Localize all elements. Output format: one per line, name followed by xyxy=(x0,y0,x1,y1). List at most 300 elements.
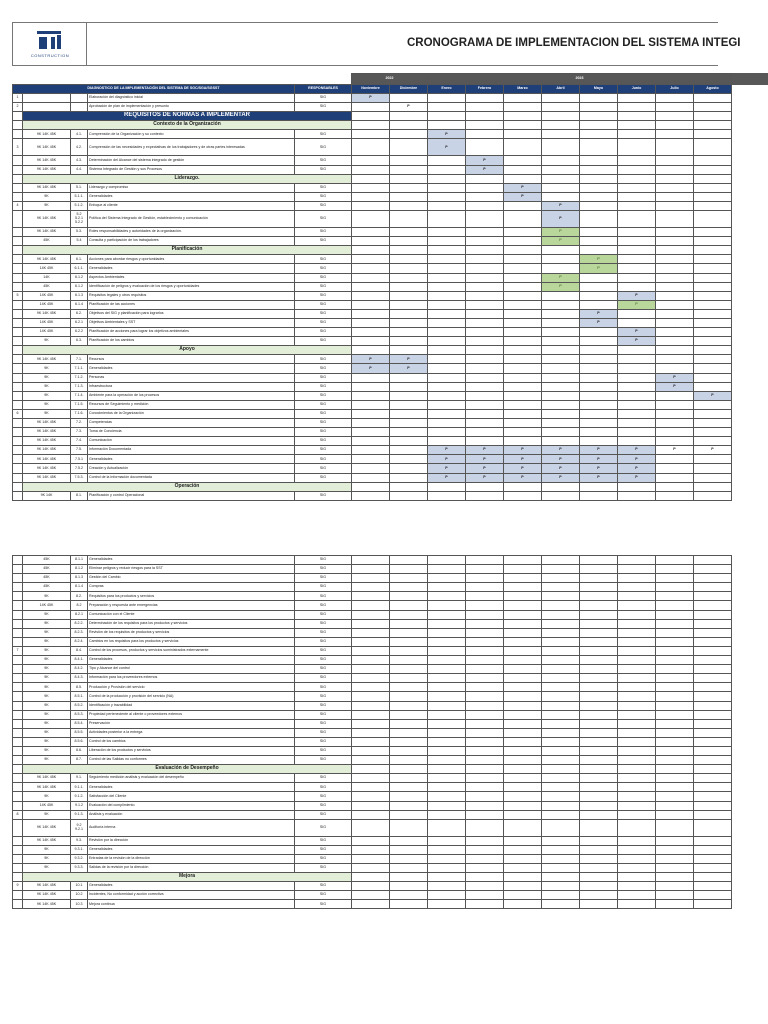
standards-cell: 9K xyxy=(23,646,71,655)
schedule-cell xyxy=(390,139,428,156)
responsible-cell: SIG xyxy=(295,565,352,574)
schedule-cell xyxy=(694,309,732,318)
schedule-cell xyxy=(352,556,390,565)
standards-cell: 14K 45K xyxy=(23,328,71,337)
schedule-cell xyxy=(580,882,618,891)
table-row xyxy=(13,255,732,264)
page-title: CRONOGRAMA DE IMPLEMENTACION DEL SISTEMA INTEGI xyxy=(407,37,741,49)
responsible-cell: SIG xyxy=(295,737,352,746)
responsible-cell: SIG xyxy=(295,400,352,409)
schedule-cell xyxy=(618,364,656,373)
schedule-cell xyxy=(618,845,656,854)
schedule-cell xyxy=(542,674,580,683)
schedule-cell xyxy=(618,183,656,192)
responsible-cell: SIG xyxy=(295,583,352,592)
standards-cell: 9K xyxy=(23,337,71,346)
clause-cell: 8.1.4 xyxy=(71,583,88,592)
schedule-cell xyxy=(580,592,618,601)
schedule-cell xyxy=(542,94,580,103)
schedule-cell xyxy=(352,665,390,674)
row-number xyxy=(13,864,23,873)
table-row xyxy=(13,637,732,646)
table-row xyxy=(13,792,732,801)
schedule-cell xyxy=(466,373,504,382)
plan-mark: P xyxy=(656,446,694,455)
schedule-cell xyxy=(580,556,618,565)
section-title: Liderazgo. xyxy=(23,174,352,183)
schedule-cell xyxy=(466,382,504,391)
responsible-cell: SIG xyxy=(295,864,352,873)
schedule-cell xyxy=(390,130,428,139)
responsible-cell: SIG xyxy=(295,291,352,300)
clause-cell: 4.4. xyxy=(71,165,88,174)
standards-cell: 9K 14K 45K xyxy=(23,130,71,139)
schedule-cell xyxy=(580,192,618,201)
row-number xyxy=(13,400,23,409)
schedule-cell xyxy=(466,409,504,418)
schedule-cell xyxy=(580,291,618,300)
schedule-cell xyxy=(694,482,732,491)
schedule-cell xyxy=(390,574,428,583)
schedule-cell xyxy=(504,692,542,701)
plan-mark: P xyxy=(352,364,390,373)
standards-cell: 14K 45K xyxy=(23,291,71,300)
schedule-cell xyxy=(390,156,428,165)
plan-mark: P xyxy=(542,228,580,237)
schedule-cell xyxy=(466,94,504,103)
clause-cell: 7.1.1. xyxy=(71,364,88,373)
activity-cell: Generalidades xyxy=(88,656,295,665)
schedule-cell xyxy=(352,592,390,601)
schedule-cell xyxy=(352,103,390,112)
schedule-cell xyxy=(656,255,694,264)
schedule-cell xyxy=(656,291,694,300)
schedule-cell xyxy=(504,94,542,103)
row-number xyxy=(13,355,23,364)
clause-cell: 9.1.2 xyxy=(71,801,88,810)
schedule-cell xyxy=(352,246,390,255)
schedule-cell xyxy=(542,774,580,783)
plan-mark: P xyxy=(580,255,618,264)
row-number xyxy=(13,692,23,701)
standards-cell: 9K xyxy=(23,628,71,637)
schedule-cell xyxy=(428,900,466,909)
schedule-cell xyxy=(656,183,694,192)
schedule-cell xyxy=(352,282,390,291)
schedule-cell xyxy=(542,130,580,139)
schedule-cell xyxy=(580,174,618,183)
section-title: Mejora xyxy=(23,873,352,882)
schedule-cell xyxy=(656,174,694,183)
schedule-cell xyxy=(352,692,390,701)
responsible-cell: SIG xyxy=(295,211,352,228)
clause-cell: 9.3.2. xyxy=(71,854,88,863)
section-row xyxy=(13,246,732,255)
responsible-cell: SIG xyxy=(295,273,352,282)
schedule-cell xyxy=(542,391,580,400)
schedule-cell xyxy=(466,121,504,130)
clause-cell: 6.1.4 xyxy=(71,300,88,309)
schedule-cell xyxy=(352,428,390,437)
schedule-cell xyxy=(504,882,542,891)
row-number xyxy=(13,337,23,346)
schedule-cell xyxy=(694,364,732,373)
schedule-cell xyxy=(580,237,618,246)
index-cell xyxy=(13,346,23,355)
activity-cell: Generalidades xyxy=(88,364,295,373)
schedule-cell xyxy=(618,810,656,819)
schedule-cell xyxy=(618,610,656,619)
schedule-cell xyxy=(580,783,618,792)
schedule-cell xyxy=(428,819,466,836)
table-row xyxy=(13,646,732,655)
responsible-cell: SIG xyxy=(295,446,352,455)
schedule-cell xyxy=(504,845,542,854)
schedule-cell xyxy=(466,482,504,491)
row-number xyxy=(13,728,23,737)
standards-cell: 9K xyxy=(23,364,71,373)
schedule-cell xyxy=(694,836,732,845)
schedule-cell xyxy=(352,728,390,737)
schedule-cell xyxy=(618,646,656,655)
schedule-cell xyxy=(466,328,504,337)
table-row xyxy=(13,282,732,291)
row-number xyxy=(13,318,23,327)
schedule-cell xyxy=(580,683,618,692)
schedule-cell xyxy=(504,156,542,165)
schedule-cell xyxy=(618,765,656,774)
clause-cell: 7.1.6. xyxy=(71,409,88,418)
row-number xyxy=(13,183,23,192)
schedule-cell xyxy=(656,391,694,400)
activity-cell: Revisión por la dirección xyxy=(88,836,295,845)
schedule-cell xyxy=(466,674,504,683)
clause-cell: 7.5.2 xyxy=(71,464,88,473)
schedule-cell xyxy=(466,103,504,112)
schedule-cell xyxy=(542,765,580,774)
schedule-cell xyxy=(390,900,428,909)
standards-cell: 9K xyxy=(23,409,71,418)
standards-cell: 9K xyxy=(23,382,71,391)
schedule-cell xyxy=(504,565,542,574)
schedule-cell xyxy=(352,446,390,455)
table-row xyxy=(13,864,732,873)
schedule-cell xyxy=(694,765,732,774)
plan-mark: P xyxy=(428,139,466,156)
schedule-cell xyxy=(694,891,732,900)
schedule-cell xyxy=(504,337,542,346)
plan-mark: P xyxy=(466,455,504,464)
section-row xyxy=(13,174,732,183)
schedule-cell xyxy=(504,419,542,428)
schedule-cell xyxy=(694,211,732,228)
schedule-cell xyxy=(352,437,390,446)
standards-cell: 9K xyxy=(23,192,71,201)
plan-mark: P xyxy=(542,201,580,210)
month-header: Julio xyxy=(656,85,694,94)
clause-cell: 6.3. xyxy=(71,337,88,346)
plan-mark: P xyxy=(428,446,466,455)
schedule-cell xyxy=(466,391,504,400)
schedule-cell xyxy=(694,201,732,210)
schedule-cell xyxy=(618,801,656,810)
activity-cell: Eliminar peligros y reducir riesgos para la SST xyxy=(88,565,295,574)
schedule-cell xyxy=(580,228,618,237)
schedule-cell xyxy=(656,364,694,373)
responsible-cell: SIG xyxy=(295,656,352,665)
schedule-cell xyxy=(618,112,656,121)
activity-cell: Competencias xyxy=(88,419,295,428)
schedule-cell xyxy=(542,364,580,373)
schedule-cell xyxy=(580,610,618,619)
responsible-cell: SIG xyxy=(295,556,352,565)
activity-cell: Análisis y evaluación xyxy=(88,810,295,819)
clause-cell: 8.5.2. xyxy=(71,701,88,710)
schedule-cell xyxy=(618,882,656,891)
schedule-cell xyxy=(428,592,466,601)
plan-mark: P xyxy=(390,364,428,373)
schedule-cell xyxy=(390,446,428,455)
plan-mark: P xyxy=(428,464,466,473)
row-number xyxy=(13,473,23,482)
schedule-cell xyxy=(466,783,504,792)
schedule-cell xyxy=(504,765,542,774)
schedule-cell xyxy=(542,601,580,610)
schedule-cell xyxy=(694,900,732,909)
schedule-cell xyxy=(352,710,390,719)
month-header: Febrero xyxy=(466,85,504,94)
responsible-cell: SIG xyxy=(295,318,352,327)
clause-cell: 8.5. xyxy=(71,683,88,692)
table-row xyxy=(13,601,732,610)
schedule-cell xyxy=(390,400,428,409)
schedule-cell xyxy=(504,592,542,601)
schedule-cell xyxy=(466,710,504,719)
schedule-cell xyxy=(352,473,390,482)
responsible-cell: SIG xyxy=(295,756,352,765)
schedule-cell xyxy=(428,601,466,610)
row-number xyxy=(13,836,23,845)
schedule-cell xyxy=(542,783,580,792)
schedule-cell xyxy=(504,165,542,174)
company-logo xyxy=(13,23,87,65)
plan-mark: P xyxy=(466,446,504,455)
activity-cell: Producción y Provisión del servicio xyxy=(88,683,295,692)
row-number xyxy=(13,574,23,583)
row-number xyxy=(13,282,23,291)
schedule-cell xyxy=(504,428,542,437)
plan-mark: P xyxy=(618,300,656,309)
schedule-cell xyxy=(352,583,390,592)
activity-cell: Entradas de la revisión de la dirección xyxy=(88,854,295,863)
schedule-cell xyxy=(352,737,390,746)
schedule-cell xyxy=(352,819,390,836)
clause-cell: 9.3.3. xyxy=(71,864,88,873)
schedule-cell xyxy=(694,601,732,610)
schedule-cell xyxy=(504,112,542,121)
schedule-cell xyxy=(504,656,542,665)
schedule-cell xyxy=(580,130,618,139)
activity-cell: Política del Sistema Integrado de Gestión, establecimiento y comunicación xyxy=(88,211,295,228)
schedule-cell xyxy=(656,482,694,491)
schedule-cell xyxy=(428,774,466,783)
schedule-cell xyxy=(428,346,466,355)
table-row xyxy=(13,656,732,665)
schedule-cell xyxy=(466,728,504,737)
schedule-cell xyxy=(390,473,428,482)
schedule-cell xyxy=(466,437,504,446)
schedule-cell xyxy=(504,873,542,882)
standards-cell: 9K xyxy=(23,845,71,854)
activity-cell: Incidentes, No conformidad y acción correctiva xyxy=(88,891,295,900)
table-row xyxy=(13,746,732,755)
schedule-cell xyxy=(656,873,694,882)
schedule-cell xyxy=(428,94,466,103)
activity-cell: Generalidades xyxy=(88,845,295,854)
schedule-cell xyxy=(504,737,542,746)
schedule-cell xyxy=(466,801,504,810)
schedule-cell xyxy=(580,574,618,583)
schedule-cell xyxy=(542,156,580,165)
schedule-cell xyxy=(618,719,656,728)
schedule-cell xyxy=(694,746,732,755)
activity-cell: Mejora continua xyxy=(88,900,295,909)
logo-caption: CONSTRUCTION xyxy=(30,53,70,58)
schedule-cell xyxy=(466,183,504,192)
schedule-cell xyxy=(352,409,390,418)
schedule-cell xyxy=(656,836,694,845)
table-row xyxy=(13,737,732,746)
schedule-cell xyxy=(580,674,618,683)
standards-cell: 9K xyxy=(23,810,71,819)
schedule-cell xyxy=(504,854,542,863)
schedule-cell xyxy=(542,355,580,364)
row-number: 3 xyxy=(13,139,23,156)
row-number xyxy=(13,756,23,765)
schedule-cell xyxy=(466,419,504,428)
schedule-cell xyxy=(542,112,580,121)
schedule-cell xyxy=(428,801,466,810)
schedule-cell xyxy=(618,854,656,863)
responsible-cell: SIG xyxy=(295,637,352,646)
schedule-cell xyxy=(428,882,466,891)
schedule-cell xyxy=(542,300,580,309)
schedule-cell xyxy=(390,592,428,601)
schedule-cell xyxy=(618,692,656,701)
diagnostic-header: DIAGNOSTICO DE LA IMPLEMENTACIÓN DEL SISTEMA DE SGC/SGA/SGSST xyxy=(13,85,295,94)
plan-mark: P xyxy=(504,473,542,482)
schedule-cell xyxy=(352,156,390,165)
plan-mark: P xyxy=(542,464,580,473)
schedule-cell xyxy=(694,246,732,255)
schedule-cell xyxy=(656,619,694,628)
schedule-cell xyxy=(352,328,390,337)
schedule-cell xyxy=(428,665,466,674)
schedule-cell xyxy=(618,318,656,327)
activity-cell: Objetivos Ambientales y SST xyxy=(88,318,295,327)
standards-cell: 9K xyxy=(23,854,71,863)
schedule-cell xyxy=(580,710,618,719)
schedule-cell xyxy=(694,94,732,103)
schedule-cell xyxy=(656,656,694,665)
schedule-cell xyxy=(656,628,694,637)
month-header: Noviembre xyxy=(352,85,390,94)
plan-mark: P xyxy=(694,391,732,400)
schedule-cell xyxy=(618,756,656,765)
standards-cell: 9K xyxy=(23,756,71,765)
standards-cell xyxy=(23,94,71,103)
schedule-cell xyxy=(656,674,694,683)
row-number xyxy=(13,446,23,455)
schedule-cell xyxy=(656,854,694,863)
standards-cell: 9K 14K 45K xyxy=(23,882,71,891)
schedule-cell xyxy=(542,728,580,737)
schedule-cell xyxy=(352,264,390,273)
table-row xyxy=(13,845,732,854)
schedule-cell xyxy=(656,300,694,309)
row-number xyxy=(13,300,23,309)
standards-cell: 9K 14K 45K xyxy=(23,836,71,845)
schedule-cell xyxy=(428,382,466,391)
schedule-cell xyxy=(352,165,390,174)
schedule-cell xyxy=(504,646,542,655)
clause-cell: 8.2.1 xyxy=(71,610,88,619)
schedule-cell xyxy=(580,246,618,255)
schedule-cell xyxy=(428,583,466,592)
schedule-cell xyxy=(352,783,390,792)
schedule-cell xyxy=(618,400,656,409)
schedule-cell xyxy=(504,583,542,592)
schedule-cell xyxy=(428,637,466,646)
schedule-cell xyxy=(466,574,504,583)
standards-cell: 14K 45K xyxy=(23,318,71,327)
clause-cell: 7.5.3. xyxy=(71,473,88,482)
schedule-cell xyxy=(504,328,542,337)
schedule-cell xyxy=(694,130,732,139)
schedule-cell xyxy=(656,409,694,418)
schedule-cell xyxy=(694,864,732,873)
clause-cell: 9.3. xyxy=(71,836,88,845)
schedule-cell xyxy=(542,801,580,810)
schedule-cell xyxy=(580,864,618,873)
schedule-cell xyxy=(542,792,580,801)
clause-cell: 8.2.4. xyxy=(71,637,88,646)
schedule-cell xyxy=(390,318,428,327)
schedule-cell xyxy=(656,746,694,755)
responsible-cell: SIG xyxy=(295,701,352,710)
schedule-cell xyxy=(694,400,732,409)
schedule-cell xyxy=(428,373,466,382)
schedule-cell xyxy=(428,165,466,174)
schedule-cell xyxy=(656,565,694,574)
schedule-cell xyxy=(390,845,428,854)
row-number xyxy=(13,328,23,337)
row-number xyxy=(13,565,23,574)
standards-cell: 9K xyxy=(23,610,71,619)
plan-mark: P xyxy=(466,473,504,482)
year-2023: 2023 xyxy=(428,74,732,85)
schedule-cell xyxy=(618,701,656,710)
clause-cell: 8.6. xyxy=(71,746,88,755)
schedule-cell xyxy=(428,873,466,882)
schedule-cell xyxy=(352,628,390,637)
schedule-cell xyxy=(618,121,656,130)
plan-mark: P xyxy=(580,455,618,464)
clause-cell: 8.2. xyxy=(71,592,88,601)
schedule-cell xyxy=(390,774,428,783)
row-number xyxy=(13,455,23,464)
plan-mark: P xyxy=(542,282,580,291)
